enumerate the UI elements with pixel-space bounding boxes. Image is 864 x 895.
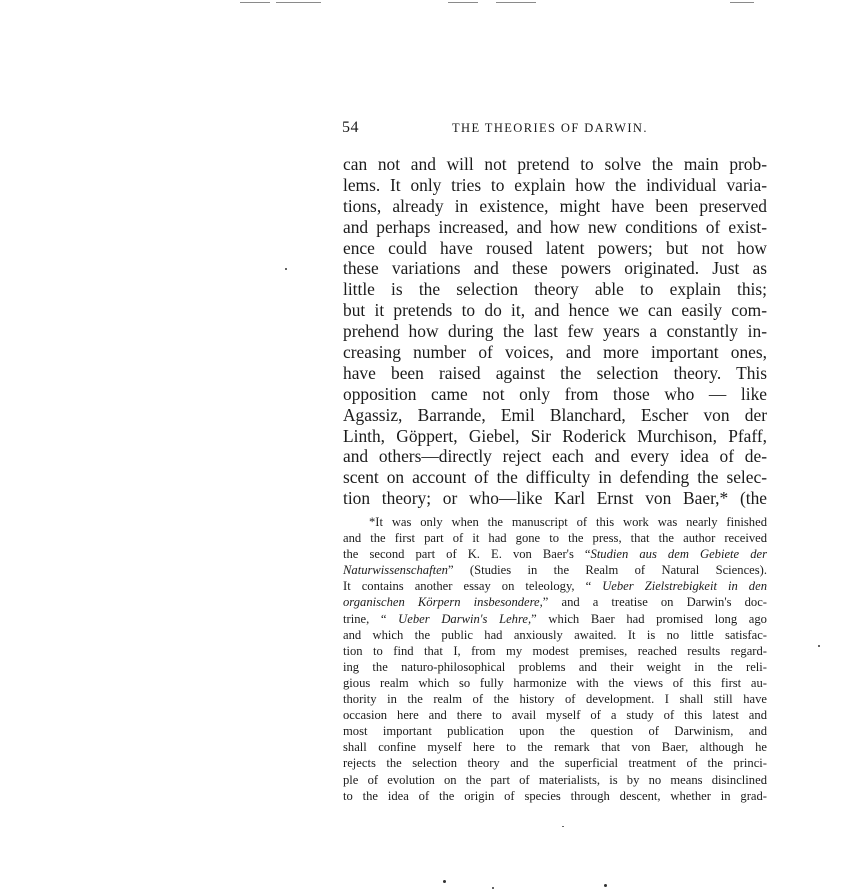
footnote-line — [343, 594, 767, 610]
footnote-line — [343, 675, 767, 691]
footnote-text: to the idea of the origin of species through descent, whether in grad- — [343, 788, 767, 803]
footnote-line — [343, 643, 767, 659]
footnote-line — [343, 562, 767, 578]
footnote-book-title: Studien aus dem Gebiete der — [590, 547, 767, 562]
body-line: these variations and these powers originated. Just as — [343, 258, 767, 279]
footnote-text: ” (Studies in the Realm of Natural Sciences). — [447, 563, 767, 578]
running-head: THE THEORIES OF DARWIN. — [452, 121, 648, 135]
body-line: Agassiz, Barrande, Emil Blanchard, Escher von der — [343, 404, 767, 425]
footnote-line — [343, 578, 767, 594]
scan-speck — [492, 887, 494, 889]
footnote-line — [343, 659, 767, 675]
footnote-text: ” which Baer had promised long ago — [531, 611, 767, 626]
scan-artifact-rule — [240, 2, 270, 3]
footnote-text: trine, “ — [343, 611, 399, 626]
scan-artifact-rule — [448, 2, 478, 3]
footnote-text: and the first part of it had gone to the press, that the author received — [343, 531, 767, 546]
footnote-line — [343, 546, 767, 562]
body-line: creasing number of voices, and more important ones, — [343, 342, 767, 363]
scan-artifact-rule — [276, 2, 321, 3]
body-line: have been raised against the selection theory. This — [343, 362, 767, 383]
footnote-text: ing the naturo-philosophical problems and their weight in the reli- — [343, 659, 767, 674]
footnote-line — [343, 514, 767, 530]
footnote-line — [343, 739, 767, 755]
footnote-text: tion to find that I, from my modest premises, reached results regard- — [343, 643, 767, 658]
footnote-text: most important publication upon the question of Darwinism, and — [343, 724, 767, 739]
body-line: and others—directly reject each and every idea of de- — [343, 446, 767, 467]
footnote-book-title: Naturwissenschaften — [343, 563, 448, 578]
footnote-text: the second part of K. E. von Baer's “ — [343, 547, 591, 562]
footnote-text: ” and a treatise on Darwin's doc- — [542, 595, 767, 610]
scan-speck — [562, 826, 564, 827]
body-line: scent on account of the difficulty in defending the selec- — [343, 467, 767, 488]
scan-speck — [443, 880, 446, 883]
footnote — [343, 514, 767, 804]
footnote-text: and which the public had anxiously awaited. It is no little satisfac- — [343, 627, 767, 642]
body-line: Linth, Göppert, Giebel, Sir Roderick Murchison, Pfaff, — [343, 425, 767, 446]
body-line: tion theory; or who—like Karl Ernst von Baer,* (the — [343, 488, 767, 509]
body-line: can not and will not pretend to solve the main prob- — [343, 154, 767, 174]
footnote-text: ple of evolution on the part of materialists, is by no means disinclined — [343, 772, 767, 787]
footnote-text: shall confine myself here to the remark that von Baer, although he — [343, 740, 767, 755]
footnote-essay-title: Ueber Zielstrebigkeit in den — [602, 579, 767, 594]
scan-speck — [285, 268, 287, 270]
body-line: opposition came not only from those who — like — [343, 383, 767, 404]
footnote-line — [343, 691, 767, 707]
footnote-text: rejects the selection theory and the superficial treatment of the princi- — [343, 756, 767, 771]
footnote-line — [343, 772, 767, 788]
footnote-essay-title: organischen Körpern insbesondere, — [343, 595, 543, 610]
footnote-text: thority in the realm of the history of development. I shall still have — [343, 692, 767, 707]
scan-speck — [604, 884, 607, 887]
footnote-text: *It was only when the manuscript of this work was nearly finished — [369, 515, 767, 529]
footnote-line — [343, 788, 767, 804]
body-line: and perhaps increased, and how new conditions of exist- — [343, 216, 767, 237]
body-line: lems. It only tries to explain how the individual varia- — [343, 174, 767, 195]
footnote-treatise-title: Ueber Darwin's Lehre, — [398, 611, 532, 626]
footnote-line — [343, 755, 767, 771]
body-line: but it pretends to do it, and hence we can easily com- — [343, 300, 767, 321]
scan-artifact-rule — [496, 2, 536, 3]
footnote-line — [343, 530, 767, 546]
footnote-text: It contains another essay on teleology, “ — [343, 579, 603, 594]
body-line: prehend how during the last few years a constantly in- — [343, 321, 767, 342]
footnote-line — [343, 627, 767, 643]
footnote-text: gious realm which so fully harmonize with the views of this first au- — [343, 675, 767, 690]
page-header — [342, 119, 766, 139]
scan-speck — [818, 645, 820, 647]
footnote-line — [343, 723, 767, 739]
body-text — [343, 154, 767, 509]
footnote-line — [343, 611, 767, 627]
scan-artifact-rule — [730, 2, 754, 3]
page-number: 54 — [342, 119, 359, 136]
body-line: ence could have roused latent powers; but not how — [343, 237, 767, 258]
footnote-line — [343, 707, 767, 723]
body-line: tions, already in existence, might have been preserved — [343, 195, 767, 216]
footnote-text: occasion here and there to avail myself of a study of this latest and — [343, 708, 767, 723]
body-line: little is the selection theory able to explain this; — [343, 279, 767, 300]
